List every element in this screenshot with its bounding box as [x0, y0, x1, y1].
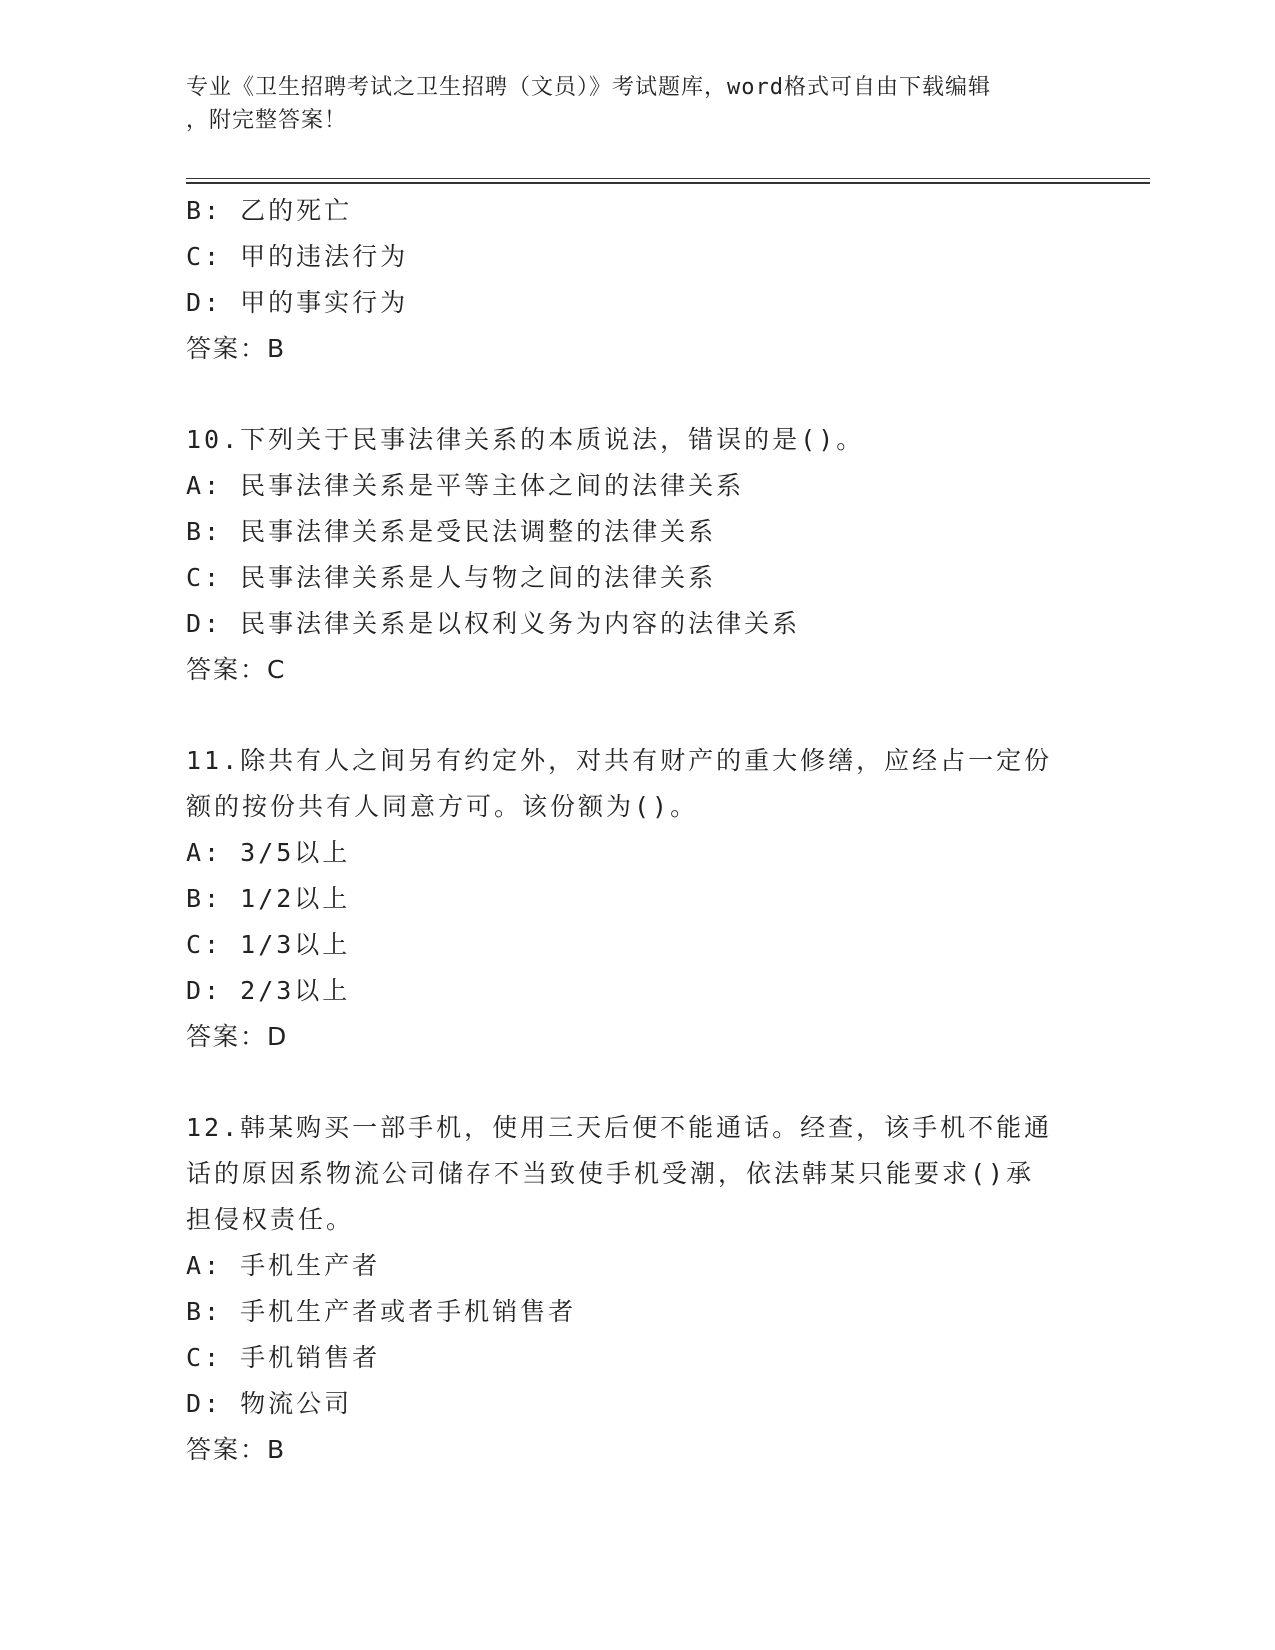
option-d: D: 物流公司	[186, 1389, 353, 1418]
prev-question	[186, 188, 1086, 372]
question-stem-cont: 额的按份共有人同意方可。该份额为()。	[186, 792, 699, 821]
question-stem: 12.韩某购买一部手机，使用三天后便不能通话。经查，该手机不能通	[186, 1113, 1053, 1142]
option-d: D: 2/3以上	[186, 976, 351, 1005]
option-b: B: 手机生产者或者手机销售者	[186, 1297, 577, 1326]
option-d: D: 甲的事实行为	[186, 288, 409, 317]
option-b: B: 乙的死亡	[186, 196, 353, 225]
question-12	[186, 1105, 1086, 1473]
header-divider-top	[186, 178, 1150, 179]
option-c: C: 民事法律关系是人与物之间的法律关系	[186, 563, 717, 592]
option-c: C: 甲的违法行为	[186, 242, 409, 271]
answer-line: 答案：D	[186, 1022, 289, 1051]
answer-line: 答案：B	[186, 334, 287, 363]
header-line-1: 专业《卫生招聘考试之卫生招聘（文员）》考试题库，word格式可自由下载编辑	[186, 75, 991, 100]
option-a: A: 手机生产者	[186, 1251, 381, 1280]
question-stem: 10.下列关于民事法律关系的本质说法，错误的是()。	[186, 425, 865, 454]
header-line-2: ，附完整答案！	[186, 108, 348, 133]
option-d: D: 民事法律关系是以权利义务为内容的法律关系	[186, 609, 801, 638]
question-11	[186, 738, 1086, 1060]
option-a: A: 民事法律关系是平等主体之间的法律关系	[186, 471, 745, 500]
document-header	[186, 71, 1066, 137]
question-stem-cont: 担侵权责任。	[186, 1205, 355, 1234]
question-10	[186, 417, 1086, 693]
question-list	[186, 188, 1086, 1473]
question-stem-cont: 话的原因系物流公司储存不当致使手机受潮，依法韩某只能要求()承	[186, 1159, 1035, 1188]
option-c: C: 1/3以上	[186, 930, 351, 959]
header-divider-bottom	[186, 182, 1150, 184]
option-a: A: 3/5以上	[186, 838, 351, 867]
answer-line: 答案：B	[186, 1435, 287, 1464]
option-b: B: 1/2以上	[186, 884, 351, 913]
option-b: B: 民事法律关系是受民法调整的法律关系	[186, 517, 717, 546]
question-stem: 11.除共有人之间另有约定外，对共有财产的重大修缮，应经占一定份	[186, 746, 1053, 775]
answer-line: 答案：C	[186, 655, 287, 684]
option-c: C: 手机销售者	[186, 1343, 381, 1372]
